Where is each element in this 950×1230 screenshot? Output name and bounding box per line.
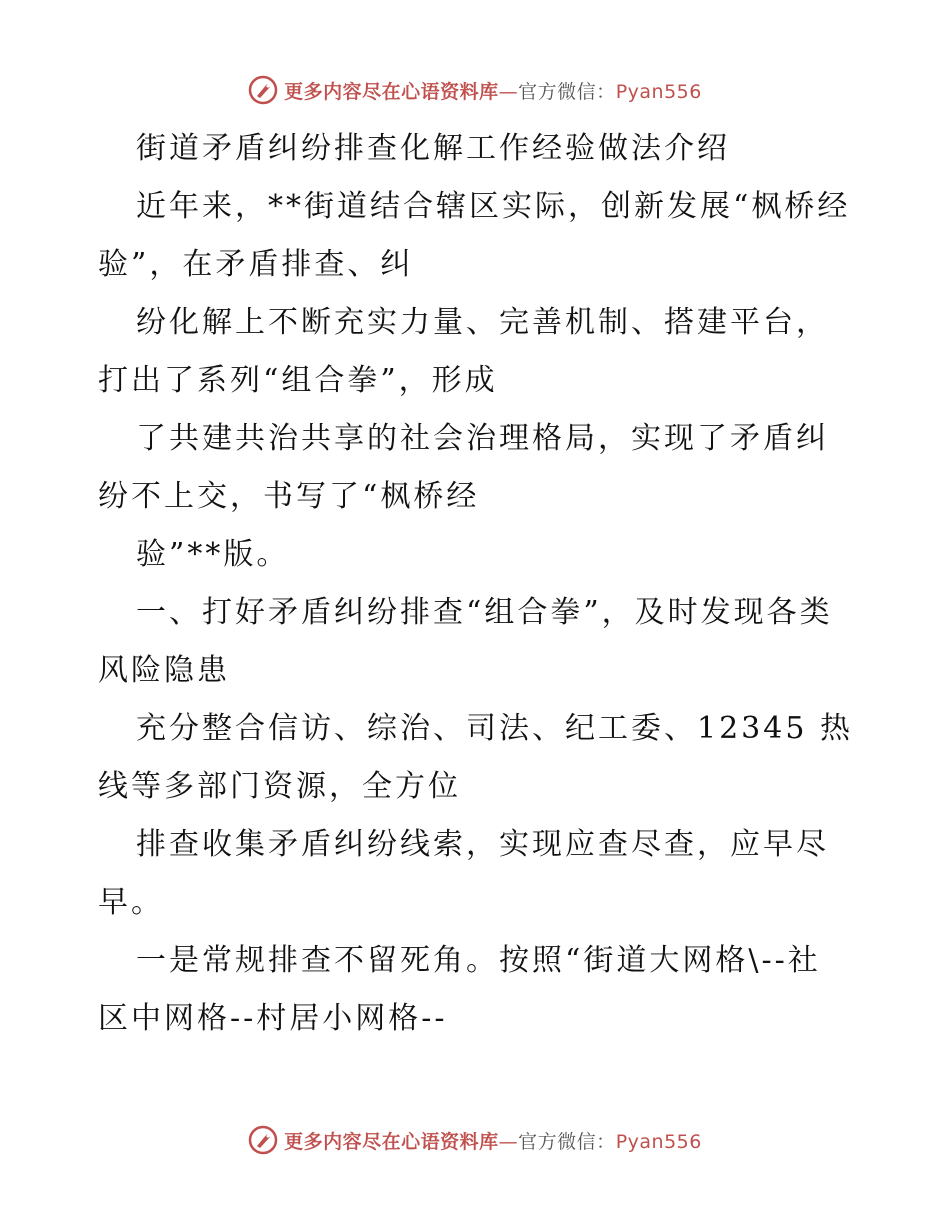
header-watermark	[0, 70, 950, 110]
document-body	[98, 120, 853, 1048]
footer-watermark	[0, 1120, 950, 1160]
paragraph: 一是常规排查不留死角。按照“街道大网格\--社区中网格--村居小网格--	[98, 943, 821, 1036]
paragraph: 充分整合信访、综治、司法、纪工委、12345 热线等多部门资源，全方位	[98, 711, 853, 804]
watermark-dash: —	[498, 1130, 519, 1153]
watermark-id: Pyan556	[615, 1130, 702, 1153]
watermark-label: 官方微信：	[518, 1130, 616, 1153]
document-title: 街道矛盾纠纷排查化解工作经验做法介绍	[136, 131, 730, 166]
pen-nib-icon	[248, 75, 278, 105]
section-heading: 一、打好矛盾纠纷排查“组合拳”，及时发现各类风险隐患	[98, 595, 833, 688]
watermark-dash: —	[498, 80, 519, 103]
watermark-brand: 更多内容尽在心语资料库	[284, 1130, 499, 1153]
watermark-brand: 更多内容尽在心语资料库	[284, 80, 499, 103]
paragraph: 了共建共治共享的社会治理格局，实现了矛盾纠纷不上交，书写了“枫桥经	[98, 421, 829, 514]
paragraph: 近年来，**街道结合辖区实际，创新发展“枫桥经验”，在矛盾排查、纠	[98, 189, 851, 282]
paragraph: 验”**版。	[136, 537, 290, 572]
pen-nib-icon	[248, 1125, 278, 1155]
watermark-label: 官方微信：	[518, 80, 616, 103]
paragraph: 纷化解上不断充实力量、完善机制、搭建平台，打出了系列“组合拳”，形成	[98, 305, 829, 398]
watermark-id: Pyan556	[615, 80, 702, 103]
paragraph: 排查收集矛盾纠纷线索，实现应查尽查，应早尽早。	[98, 827, 829, 920]
